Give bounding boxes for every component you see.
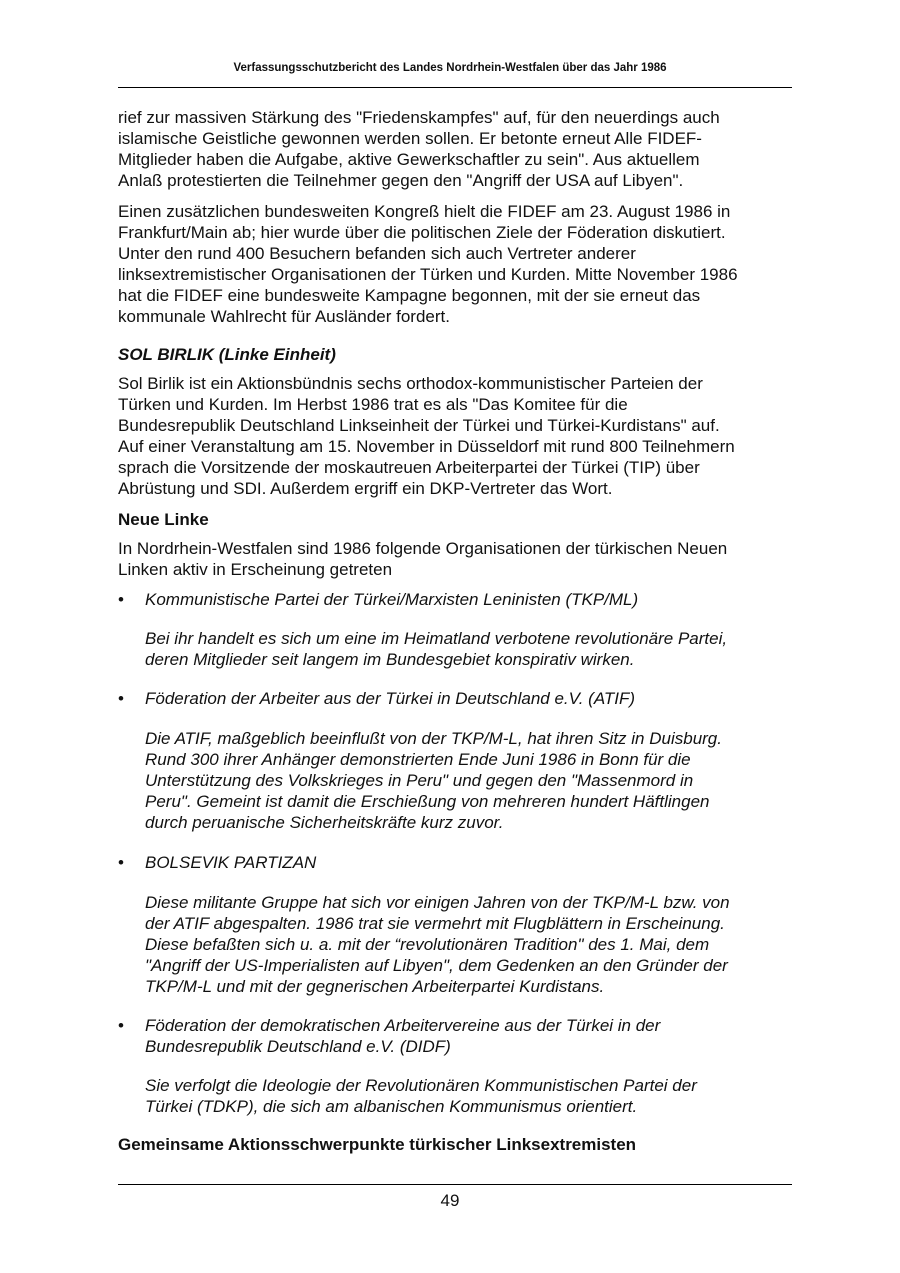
text-line: Diese befaßten sich u. a. mit der “revolutionären Tradition" des 1. Mai, dem (145, 935, 710, 954)
paragraph (118, 107, 808, 191)
text-line: "Angriff der US-Imperialisten auf Libyen", dem Gedenken an den Gründer der (145, 956, 728, 975)
text-line: der ATIF abgespalten. 1986 trat sie vermehrt mit Flugblättern in Erscheinung. (145, 914, 725, 933)
text-line: Diese militante Gruppe hat sich vor einigen Jahren von der TKP/M-L bzw. von (145, 893, 730, 912)
text-line: In Nordrhein-Westfalen sind 1986 folgende Organisationen der türkischen Neuen (118, 539, 728, 558)
organization-description (145, 728, 835, 833)
text-line: Abrüstung und SDI. Außerdem ergriff ein DKP-Vertreter das Wort. (118, 479, 613, 498)
text-line: rief zur massiven Stärkung des "Friedenskampfes" auf, für den neuerdings auch (118, 108, 720, 127)
text-line: hat die FIDEF eine bundesweite Kampagne begonnen, mit der sie erneut das (118, 286, 701, 305)
text-line: sprach die Vorsitzende der moskautreuen Arbeiterpartei der Türkei (TIP) über (118, 458, 700, 477)
paragraph (118, 373, 808, 499)
text-line: Frankfurt/Main ab; hier wurde über die politischen Ziele der Föderation diskutiert. (118, 223, 726, 242)
text-line: Kommunistische Partei der Türkei/Marxisten Leninisten (TKP/ML) (145, 590, 639, 609)
text-line: Türken und Kurden. Im Herbst 1986 trat es als "Das Komitee für die (118, 395, 628, 414)
text-line: Türkei (TDKP), die sich am albanischen Kommunismus orientiert. (145, 1097, 638, 1116)
text-line: Sie verfolgt die Ideologie der Revolutionären Kommunistischen Partei der (145, 1076, 697, 1095)
text-line: linksextremistischer Organisationen der Türken und Kurden. Mitte November 1986 (118, 265, 738, 284)
running-header: Verfassungsschutzbericht des Landes Nordrhein-Westfalen über das Jahr 1986 (233, 62, 667, 74)
text-line: Bundesrepublik Deutschland Linkseinheit der Türkei und Türkei-Kurdistans" auf. (118, 416, 720, 435)
bullet-icon: • (118, 1016, 124, 1035)
section-heading: SOL BIRLIK (Linke Einheit) (118, 345, 336, 364)
text-line: BOLSEVIK PARTIZAN (145, 853, 317, 872)
bullet-icon: • (118, 689, 124, 708)
page-number: 49 (440, 1191, 460, 1210)
text-line: Föderation der demokratischen Arbeitervereine aus der Türkei in der (145, 1016, 661, 1035)
organization-description (145, 1075, 835, 1117)
text-line: Bundesrepublik Deutschland e.V. (DIDF) (145, 1037, 451, 1056)
text-line: deren Mitglieder seit langem im Bundesgebiet konspirativ wirken. (145, 650, 635, 669)
text-line: Peru". Gemeint ist damit die Erschießung von mehreren hundert Häftlingen (145, 792, 710, 811)
text-line: kommunale Wahlrecht für Ausländer fordert. (118, 307, 450, 326)
organization-name (145, 589, 835, 610)
bullet-icon: • (118, 590, 124, 609)
text-line: Rund 300 ihrer Anhänger demonstrierten Ende Juni 1986 in Bonn für die (145, 750, 691, 769)
organization-name (145, 852, 835, 873)
organization-name (145, 688, 835, 709)
bullet-icon: • (118, 853, 124, 872)
organization-description (145, 628, 835, 670)
header-rule (118, 87, 792, 88)
organization-description (145, 892, 835, 997)
organization-name (145, 1015, 835, 1057)
text-line: Anlaß protestierten die Teilnehmer gegen den "Angriff der USA auf Libyen". (118, 171, 684, 190)
text-line: islamische Geistliche gewonnen werden sollen. Er betonte erneut Alle FIDEF- (118, 129, 702, 148)
text-line: durch peruanische Sicherheitskräfte kurz zuvor. (145, 813, 504, 832)
text-line: Bei ihr handelt es sich um eine im Heimatland verbotene revolutionäre Partei, (145, 629, 728, 648)
text-line: Mitglieder haben die Aufgabe, aktive Gewerkschaftler zu sein". Aus aktuellem (118, 150, 700, 169)
text-line: Linken aktiv in Erscheinung getreten (118, 560, 393, 579)
text-line: Unterstützung des Volkskrieges in Peru" und gegen den "Massenmord in (145, 771, 694, 790)
section-heading: Neue Linke (118, 510, 209, 529)
text-line: Föderation der Arbeiter aus der Türkei in Deutschland e.V. (ATIF) (145, 689, 636, 708)
text-line: Sol Birlik ist ein Aktionsbündnis sechs orthodox-kommunistischer Parteien der (118, 374, 703, 393)
section-heading: Gemeinsame Aktionsschwerpunkte türkischer Linksextremisten (118, 1135, 637, 1154)
text-line: Unter den rund 400 Besuchern befanden sich auch Vertreter anderer (118, 244, 636, 263)
footer-rule (118, 1184, 792, 1185)
text-line: Einen zusätzlichen bundesweiten Kongreß hielt die FIDEF am 23. August 1986 in (118, 202, 731, 221)
text-line: TKP/M-L und mit der gegnerischen Arbeiterpartei Kurdistans. (145, 977, 605, 996)
text-line: Auf einer Veranstaltung am 15. November in Düsseldorf mit rund 800 Teilnehmern (118, 437, 735, 456)
paragraph (118, 201, 808, 327)
text-line: Die ATIF, maßgeblich beeinflußt von der TKP/M-L, hat ihren Sitz in Duisburg. (145, 729, 722, 748)
paragraph (118, 538, 808, 580)
